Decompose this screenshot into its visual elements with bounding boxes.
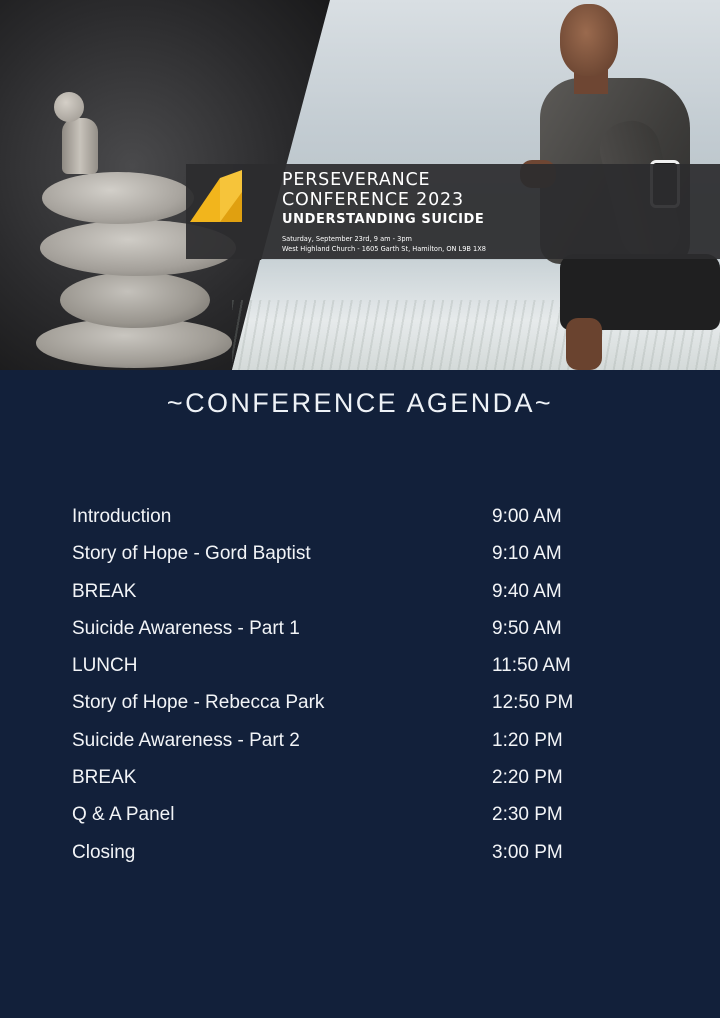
- agenda-item-time: 12:50 PM: [492, 692, 574, 714]
- agenda-item-time: 9:00 AM: [492, 506, 562, 527]
- hero-banner: [0, 0, 720, 370]
- runner-head: [560, 4, 618, 76]
- agenda-row: [72, 655, 632, 692]
- agenda-row: [72, 618, 632, 655]
- conference-title: [282, 170, 464, 210]
- event-date: Saturday, September 23rd, 9 am - 3pm: [282, 235, 412, 243]
- event-venue: West Highland Church - 1605 Garth St, Hamilton, ON L9B 1X8: [282, 245, 486, 253]
- agenda-row: [72, 543, 632, 580]
- agenda-row: [72, 767, 632, 804]
- agenda-item-name: Introduction: [72, 506, 172, 527]
- agenda-item-time: 11:50 AM: [492, 655, 571, 677]
- agenda-row: [72, 581, 632, 618]
- agenda-item-name: BREAK: [72, 580, 137, 602]
- title-line-1: PERSEVERANCE: [282, 170, 431, 190]
- agenda-item-time: 2:30 PM: [492, 804, 563, 826]
- agenda-item-name: BREAK: [72, 767, 137, 789]
- stone-second: [60, 272, 210, 328]
- agenda-item-time: 2:20 PM: [492, 767, 563, 789]
- agenda-row: [72, 804, 632, 841]
- title-line-2: CONFERENCE 2023: [282, 190, 464, 210]
- agenda-row: [72, 692, 632, 729]
- agenda-item-name: LUNCH: [72, 655, 138, 677]
- agenda-item-time: 9:50 AM: [492, 617, 562, 639]
- agenda-list: [72, 506, 632, 879]
- agenda-item-name: Suicide Awareness - Part 2: [72, 729, 300, 751]
- wooden-figure-head: [54, 92, 84, 122]
- agenda-row: [72, 842, 632, 879]
- agenda-item-time: 9:10 AM: [492, 543, 562, 565]
- conference-logo-icon: [190, 170, 262, 222]
- agenda-row: [72, 730, 632, 767]
- agenda-item-time: 1:20 PM: [492, 729, 563, 751]
- conference-subtitle: UNDERSTANDING SUICIDE: [282, 212, 485, 227]
- runner-leg: [566, 318, 602, 370]
- agenda-row: [72, 506, 632, 543]
- agenda-item-name: Q & A Panel: [72, 804, 175, 826]
- agenda-item-name: Story of Hope - Rebecca Park: [72, 692, 325, 714]
- agenda-item-time: 3:00 PM: [492, 841, 563, 863]
- stone-top: [42, 172, 194, 224]
- wooden-figure-body: [62, 118, 98, 174]
- agenda-heading: ~CONFERENCE AGENDA~: [166, 388, 554, 418]
- agenda-item-time: 9:40 AM: [492, 580, 562, 602]
- agenda-item-name: Story of Hope - Gord Baptist: [72, 543, 311, 565]
- agenda-item-name: Suicide Awareness - Part 1: [72, 617, 300, 639]
- agenda-item-name: Closing: [72, 841, 136, 863]
